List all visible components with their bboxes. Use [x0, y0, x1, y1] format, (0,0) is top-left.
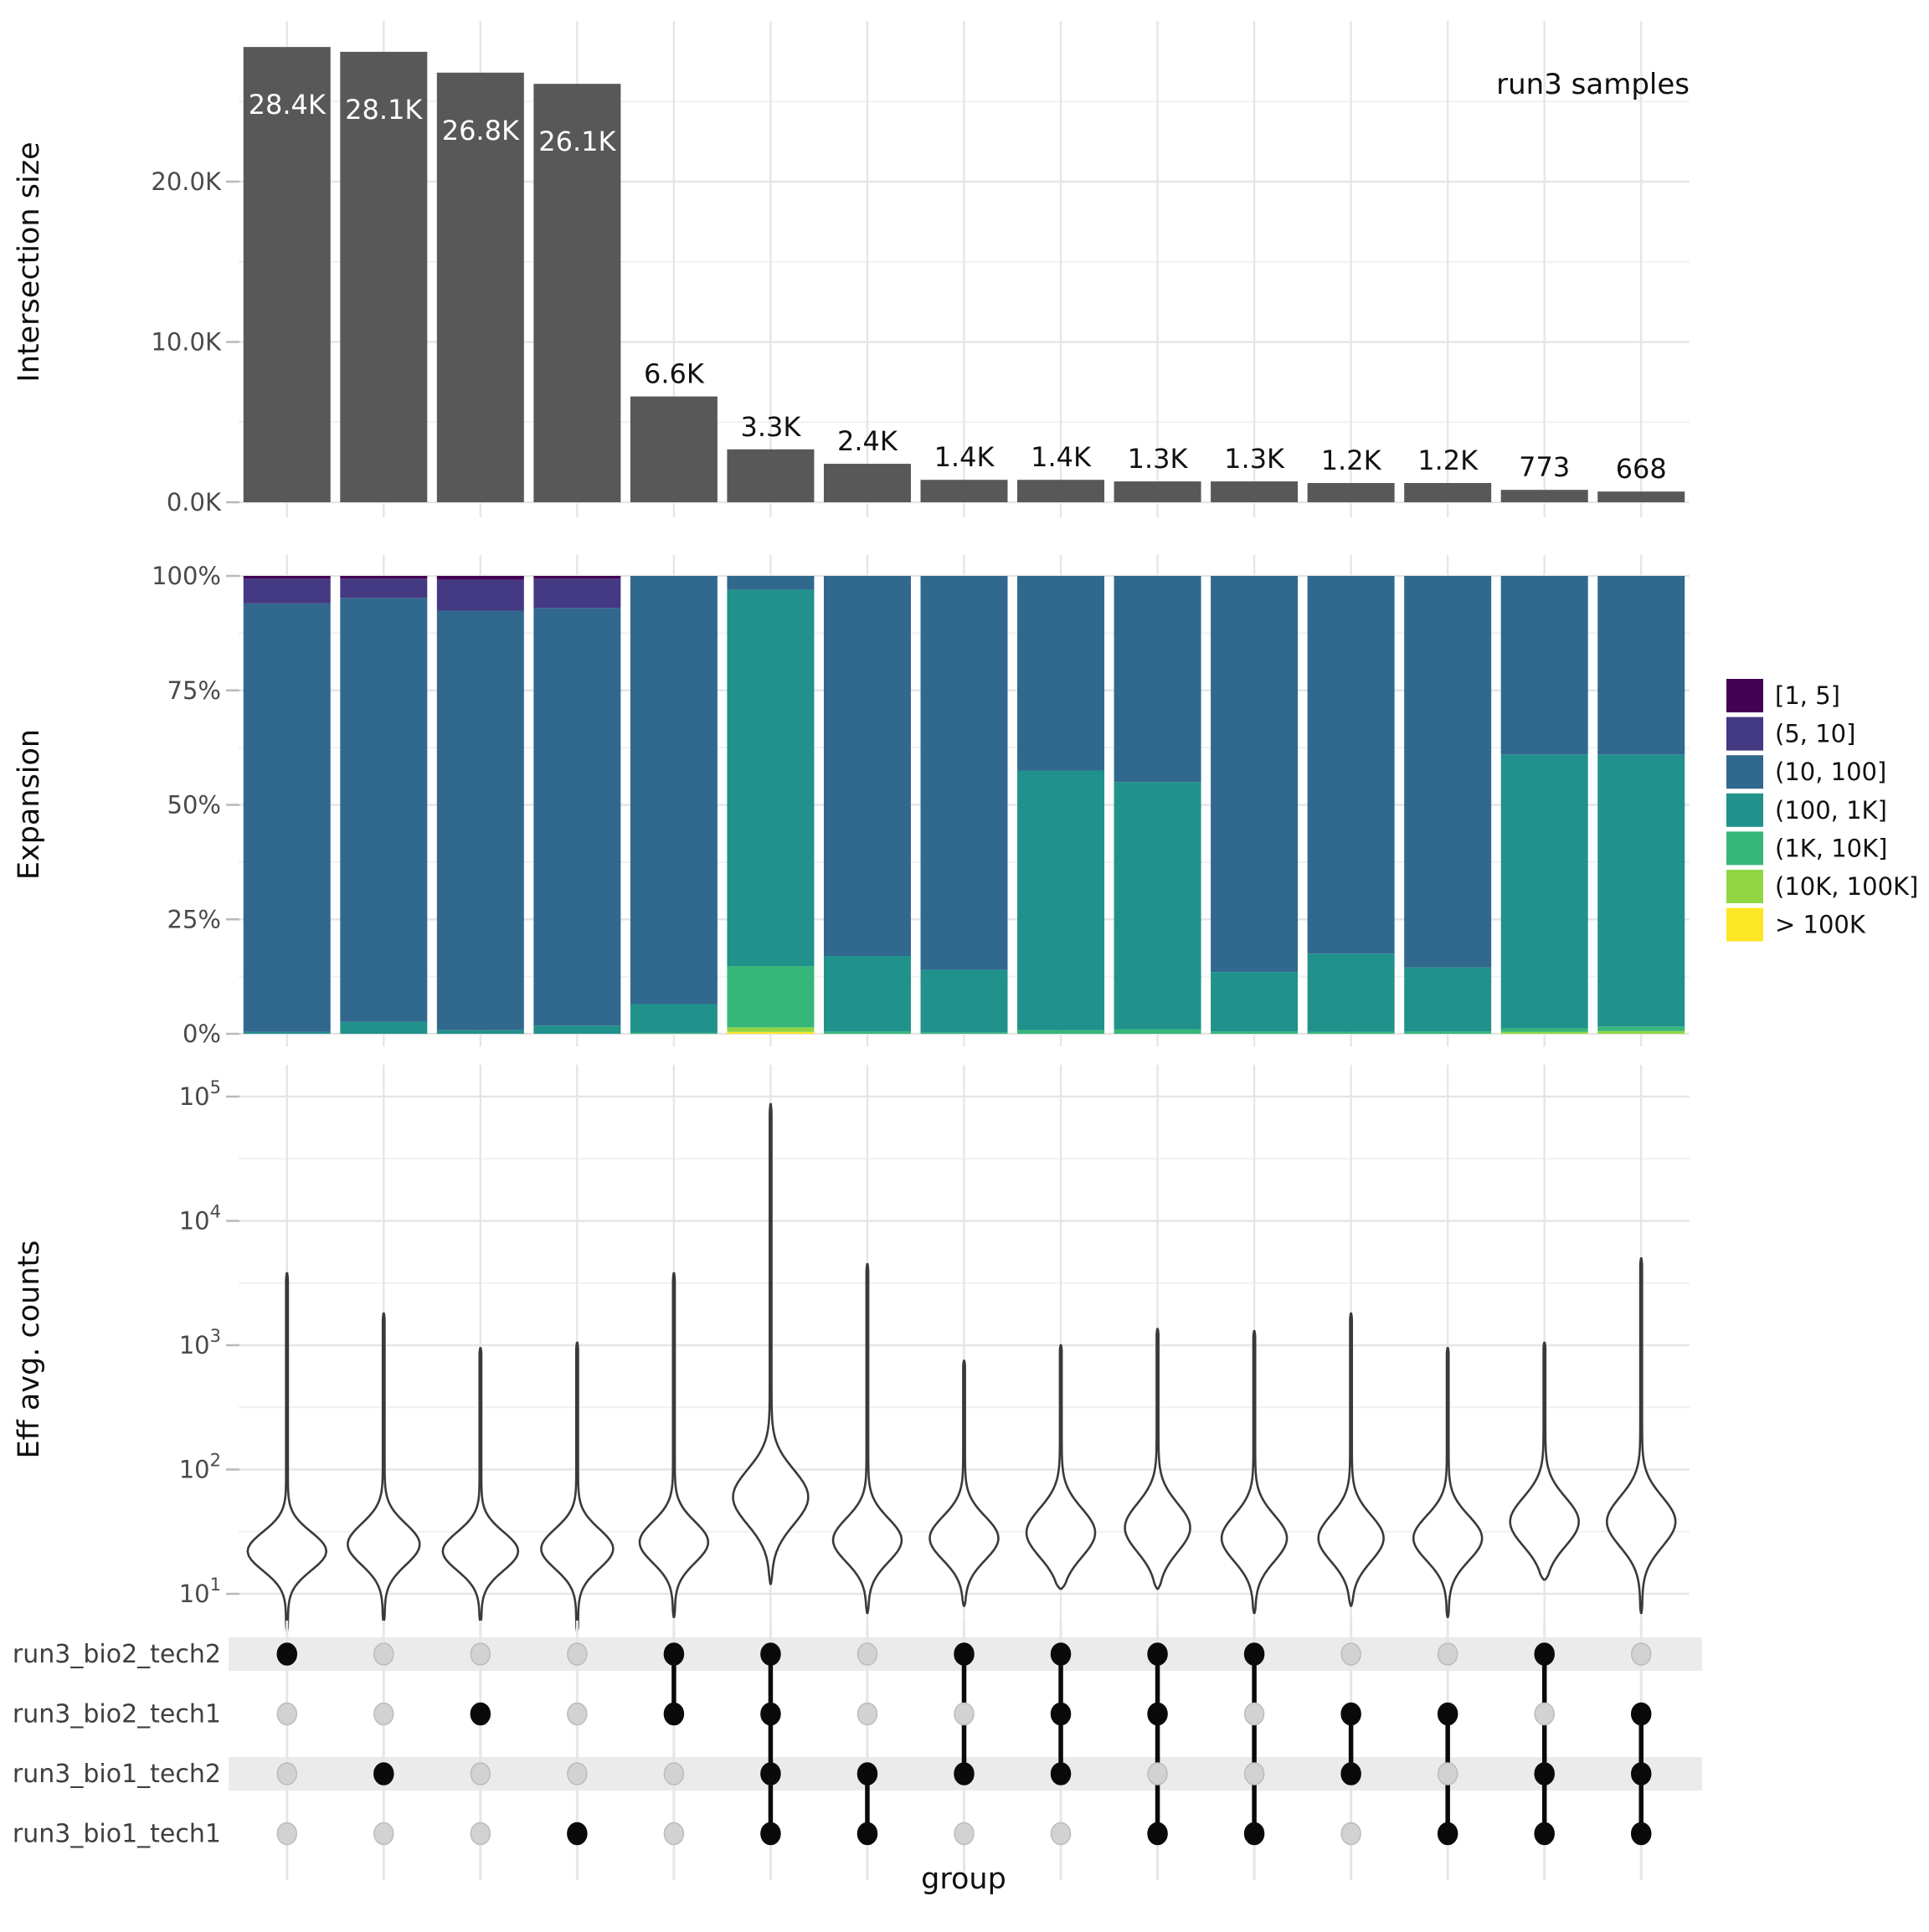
matrix-dot-member	[1148, 1643, 1167, 1665]
matrix-dot-non-member	[664, 1823, 683, 1845]
y-tick-label: 100%	[152, 562, 221, 590]
matrix-dot-non-member	[374, 1703, 394, 1725]
matrix-dot-member	[1632, 1823, 1651, 1845]
intersection-bar	[1597, 491, 1685, 502]
y-tick-label: $10^2$	[178, 1450, 221, 1484]
legend-entry-label: (100, 1K]	[1775, 795, 1887, 825]
legend-swatch	[1726, 755, 1763, 789]
matrix-dot-member	[1535, 1763, 1554, 1785]
expansion-segment	[340, 598, 427, 1022]
matrix-dot-non-member	[568, 1703, 587, 1725]
expansion-segment	[244, 576, 331, 578]
intersection-bar	[727, 450, 814, 502]
y-tick-label: 75%	[167, 676, 221, 705]
matrix-dot-member	[1052, 1763, 1071, 1785]
legend-swatch	[1726, 870, 1763, 903]
matrix-dot-member	[761, 1823, 780, 1845]
intersection-bar-label: 1.2K	[1320, 444, 1381, 477]
expansion-segment	[437, 1030, 524, 1034]
expansion-segment	[1501, 1032, 1588, 1034]
expansion-segment	[1211, 576, 1298, 972]
matrix-dot-non-member	[471, 1643, 490, 1665]
intersection-bar	[1308, 483, 1395, 502]
matrix-row-label: run3_bio1_tech1	[12, 1819, 221, 1849]
expansion-segment	[1308, 576, 1395, 953]
matrix-dot-non-member	[1341, 1643, 1361, 1665]
expansion-segment	[727, 966, 814, 1027]
matrix-dot-member	[1052, 1703, 1071, 1725]
matrix-dot-non-member	[374, 1643, 394, 1665]
expansion-segment	[244, 1032, 331, 1034]
plot-title: run3 samples	[1496, 68, 1690, 101]
expansion-segment	[1501, 754, 1588, 1028]
expansion-segment	[921, 576, 1008, 969]
matrix-dot-non-member	[664, 1763, 683, 1785]
matrix-row-label: run3_bio1_tech2	[12, 1760, 221, 1789]
intersection-bar	[1017, 480, 1104, 502]
matrix-dot-member	[1632, 1703, 1651, 1725]
expansion-segment	[244, 578, 331, 604]
intersection-bar	[1114, 481, 1201, 502]
intersection-bar-label: 28.4K	[248, 89, 326, 121]
expansion-segment	[630, 576, 718, 1004]
matrix-dot-non-member	[857, 1643, 877, 1665]
legend-swatch	[1726, 717, 1763, 751]
intersection-bar-label: 1.4K	[1031, 441, 1091, 474]
matrix-dot-non-member	[1341, 1823, 1361, 1845]
matrix-dot-non-member	[1245, 1763, 1264, 1785]
y-tick-label: 0%	[182, 1020, 221, 1048]
expansion-segment	[921, 969, 1008, 1032]
expansion-segment	[1597, 1031, 1685, 1034]
expansion-segment	[824, 576, 911, 956]
matrix-dot-non-member	[1245, 1703, 1264, 1725]
matrix-dot-member	[1535, 1823, 1554, 1845]
x-axis-title-group: group	[921, 1863, 1006, 1896]
matrix-dot-member	[1148, 1703, 1167, 1725]
expansion-segment	[1597, 754, 1685, 1026]
intersection-bar	[630, 397, 718, 502]
intersection-bar-label: 1.3K	[1127, 443, 1188, 475]
expansion-segment	[1308, 953, 1395, 1032]
y-tick-label: 50%	[167, 790, 221, 820]
intersection-bar-label: 668	[1615, 453, 1667, 486]
matrix-dot-non-member	[374, 1823, 394, 1845]
legend-entry-label: (10K, 100K]	[1775, 872, 1919, 901]
matrix-dot-non-member	[471, 1823, 490, 1845]
expansion-segment	[727, 576, 814, 589]
matrix-dot-member	[1245, 1823, 1264, 1845]
y-tick-label: $10^4$	[178, 1201, 221, 1236]
expansion-segment	[630, 1004, 718, 1032]
y-tick-label: 10.0K	[151, 327, 221, 357]
matrix-dot-member	[277, 1643, 296, 1665]
y-tick-label: 20.0K	[151, 167, 221, 196]
matrix-dot-member	[374, 1763, 394, 1785]
expansion-segment	[533, 608, 620, 1025]
expansion-segment	[1404, 968, 1491, 1032]
intersection-bar	[1404, 483, 1491, 502]
expansion-segment	[437, 579, 524, 610]
expansion-segment	[340, 576, 427, 578]
legend-swatch	[1726, 794, 1763, 827]
expansion-segment	[1114, 1030, 1201, 1034]
legend-entry-label: (1K, 10K]	[1775, 834, 1888, 863]
matrix-dot-non-member	[277, 1763, 296, 1785]
y-tick-label: 25%	[167, 905, 221, 934]
intersection-bar-label: 3.3K	[740, 410, 801, 443]
expansion-segment	[824, 1031, 911, 1034]
expansion-segment	[1404, 576, 1491, 968]
matrix-dot-member	[1052, 1643, 1071, 1665]
expansion-segment	[533, 578, 620, 608]
legend-entry-label: > 100K	[1775, 910, 1865, 939]
y-tick-label: $10^3$	[178, 1326, 221, 1359]
y-tick-label: $10^1$	[178, 1575, 221, 1608]
matrix-dot-non-member	[1052, 1823, 1071, 1845]
expansion-segment	[533, 1025, 620, 1034]
expansion-segment	[437, 611, 524, 1030]
intersection-bar-label: 1.2K	[1417, 444, 1479, 477]
matrix-dot-member	[1438, 1823, 1458, 1845]
expansion-segment	[1501, 1028, 1588, 1031]
expansion-segment	[1211, 1031, 1298, 1034]
expansion-segment	[340, 578, 427, 598]
expansion-segment	[727, 1027, 814, 1031]
matrix-dot-member	[954, 1643, 974, 1665]
y-axis-title-eff-avg-counts: Eff avg. counts	[13, 1240, 46, 1459]
intersection-bar-label: 773	[1519, 451, 1571, 484]
intersection-bar-label: 28.1K	[345, 93, 423, 126]
matrix-dot-member	[1438, 1703, 1458, 1725]
intersection-bar-label: 1.3K	[1224, 443, 1285, 475]
expansion-segment	[1308, 1032, 1395, 1034]
intersection-bar	[1211, 481, 1298, 502]
expansion-segment	[1597, 1026, 1685, 1030]
matrix-dot-non-member	[1632, 1643, 1651, 1665]
y-axis-title-expansion: Expansion	[13, 728, 46, 881]
legend-swatch	[1726, 679, 1763, 712]
matrix-dot-member	[1341, 1763, 1361, 1785]
intersection-bar-label: 26.8K	[441, 114, 519, 146]
matrix-dot-non-member	[277, 1703, 296, 1725]
matrix-dot-member	[954, 1763, 974, 1785]
intersection-bar	[921, 480, 1008, 502]
expansion-segment	[1114, 782, 1201, 1029]
matrix-dot-member	[1148, 1823, 1167, 1845]
matrix-dot-member	[1535, 1643, 1554, 1665]
matrix-dot-non-member	[568, 1643, 587, 1665]
expansion-segment	[727, 1032, 814, 1034]
expansion-segment	[1017, 1030, 1104, 1034]
matrix-dot-non-member	[277, 1823, 296, 1845]
legend-entry-label: (5, 10]	[1775, 719, 1856, 748]
matrix-dot-member	[761, 1763, 780, 1785]
expansion-segment	[1114, 576, 1201, 782]
intersection-bar-label: 2.4K	[837, 425, 898, 458]
matrix-dot-non-member	[954, 1703, 974, 1725]
matrix-dot-non-member	[954, 1823, 974, 1845]
expansion-segment	[824, 956, 911, 1031]
intersection-bar	[824, 464, 911, 502]
intersection-bar-label: 6.6K	[643, 357, 704, 390]
y-tick-label: $10^5$	[178, 1077, 221, 1111]
matrix-dot-member	[857, 1823, 877, 1845]
expansion-segment	[630, 1033, 718, 1034]
expansion-segment	[1017, 576, 1104, 770]
matrix-dot-member	[1341, 1703, 1361, 1725]
expansion-segment	[533, 576, 620, 578]
expansion-segment	[1501, 576, 1588, 754]
matrix-dot-member	[664, 1703, 683, 1725]
legend-entry-label: (10, 100]	[1775, 758, 1887, 787]
matrix-dot-non-member	[1438, 1643, 1458, 1665]
matrix-dot-member	[761, 1643, 780, 1665]
legend-entry-label: [1, 5]	[1775, 681, 1840, 710]
matrix-dot-non-member	[1148, 1763, 1167, 1785]
y-axis-title-intersection-size: Intersection size	[13, 141, 46, 383]
matrix-dot-member	[857, 1763, 877, 1785]
y-tick-label: 0.0K	[166, 488, 221, 516]
matrix-dot-member	[664, 1643, 683, 1665]
expansion-segment	[921, 1032, 1008, 1034]
expansion-segment	[437, 576, 524, 579]
matrix-dot-member	[1632, 1763, 1651, 1785]
matrix-dot-member	[471, 1703, 490, 1725]
expansion-segment	[1017, 770, 1104, 1030]
intersection-bar-label: 1.4K	[934, 441, 995, 474]
expansion-segment	[340, 1022, 427, 1034]
matrix-dot-non-member	[471, 1763, 490, 1785]
matrix-dot-non-member	[857, 1703, 877, 1725]
matrix-row-label: run3_bio2_tech2	[12, 1640, 221, 1669]
legend-swatch	[1726, 908, 1763, 942]
expansion-segment	[244, 604, 331, 1032]
matrix-dot-member	[568, 1823, 587, 1845]
intersection-bar-label: 26.1K	[538, 126, 616, 158]
expansion-panel	[152, 555, 1690, 1048]
expansion-segment	[1597, 576, 1685, 754]
legend-swatch	[1726, 831, 1763, 865]
matrix-dot-member	[761, 1703, 780, 1725]
matrix-dot-member	[1245, 1643, 1264, 1665]
matrix-dot-non-member	[1535, 1703, 1554, 1725]
intersection-bar	[1501, 490, 1588, 502]
expansion-segment	[727, 589, 814, 966]
matrix-dot-non-member	[1438, 1763, 1458, 1785]
expansion-segment	[1211, 972, 1298, 1031]
expansion-segment	[1404, 1031, 1491, 1034]
matrix-dot-non-member	[568, 1763, 587, 1785]
matrix-row-label: run3_bio2_tech1	[12, 1699, 221, 1729]
